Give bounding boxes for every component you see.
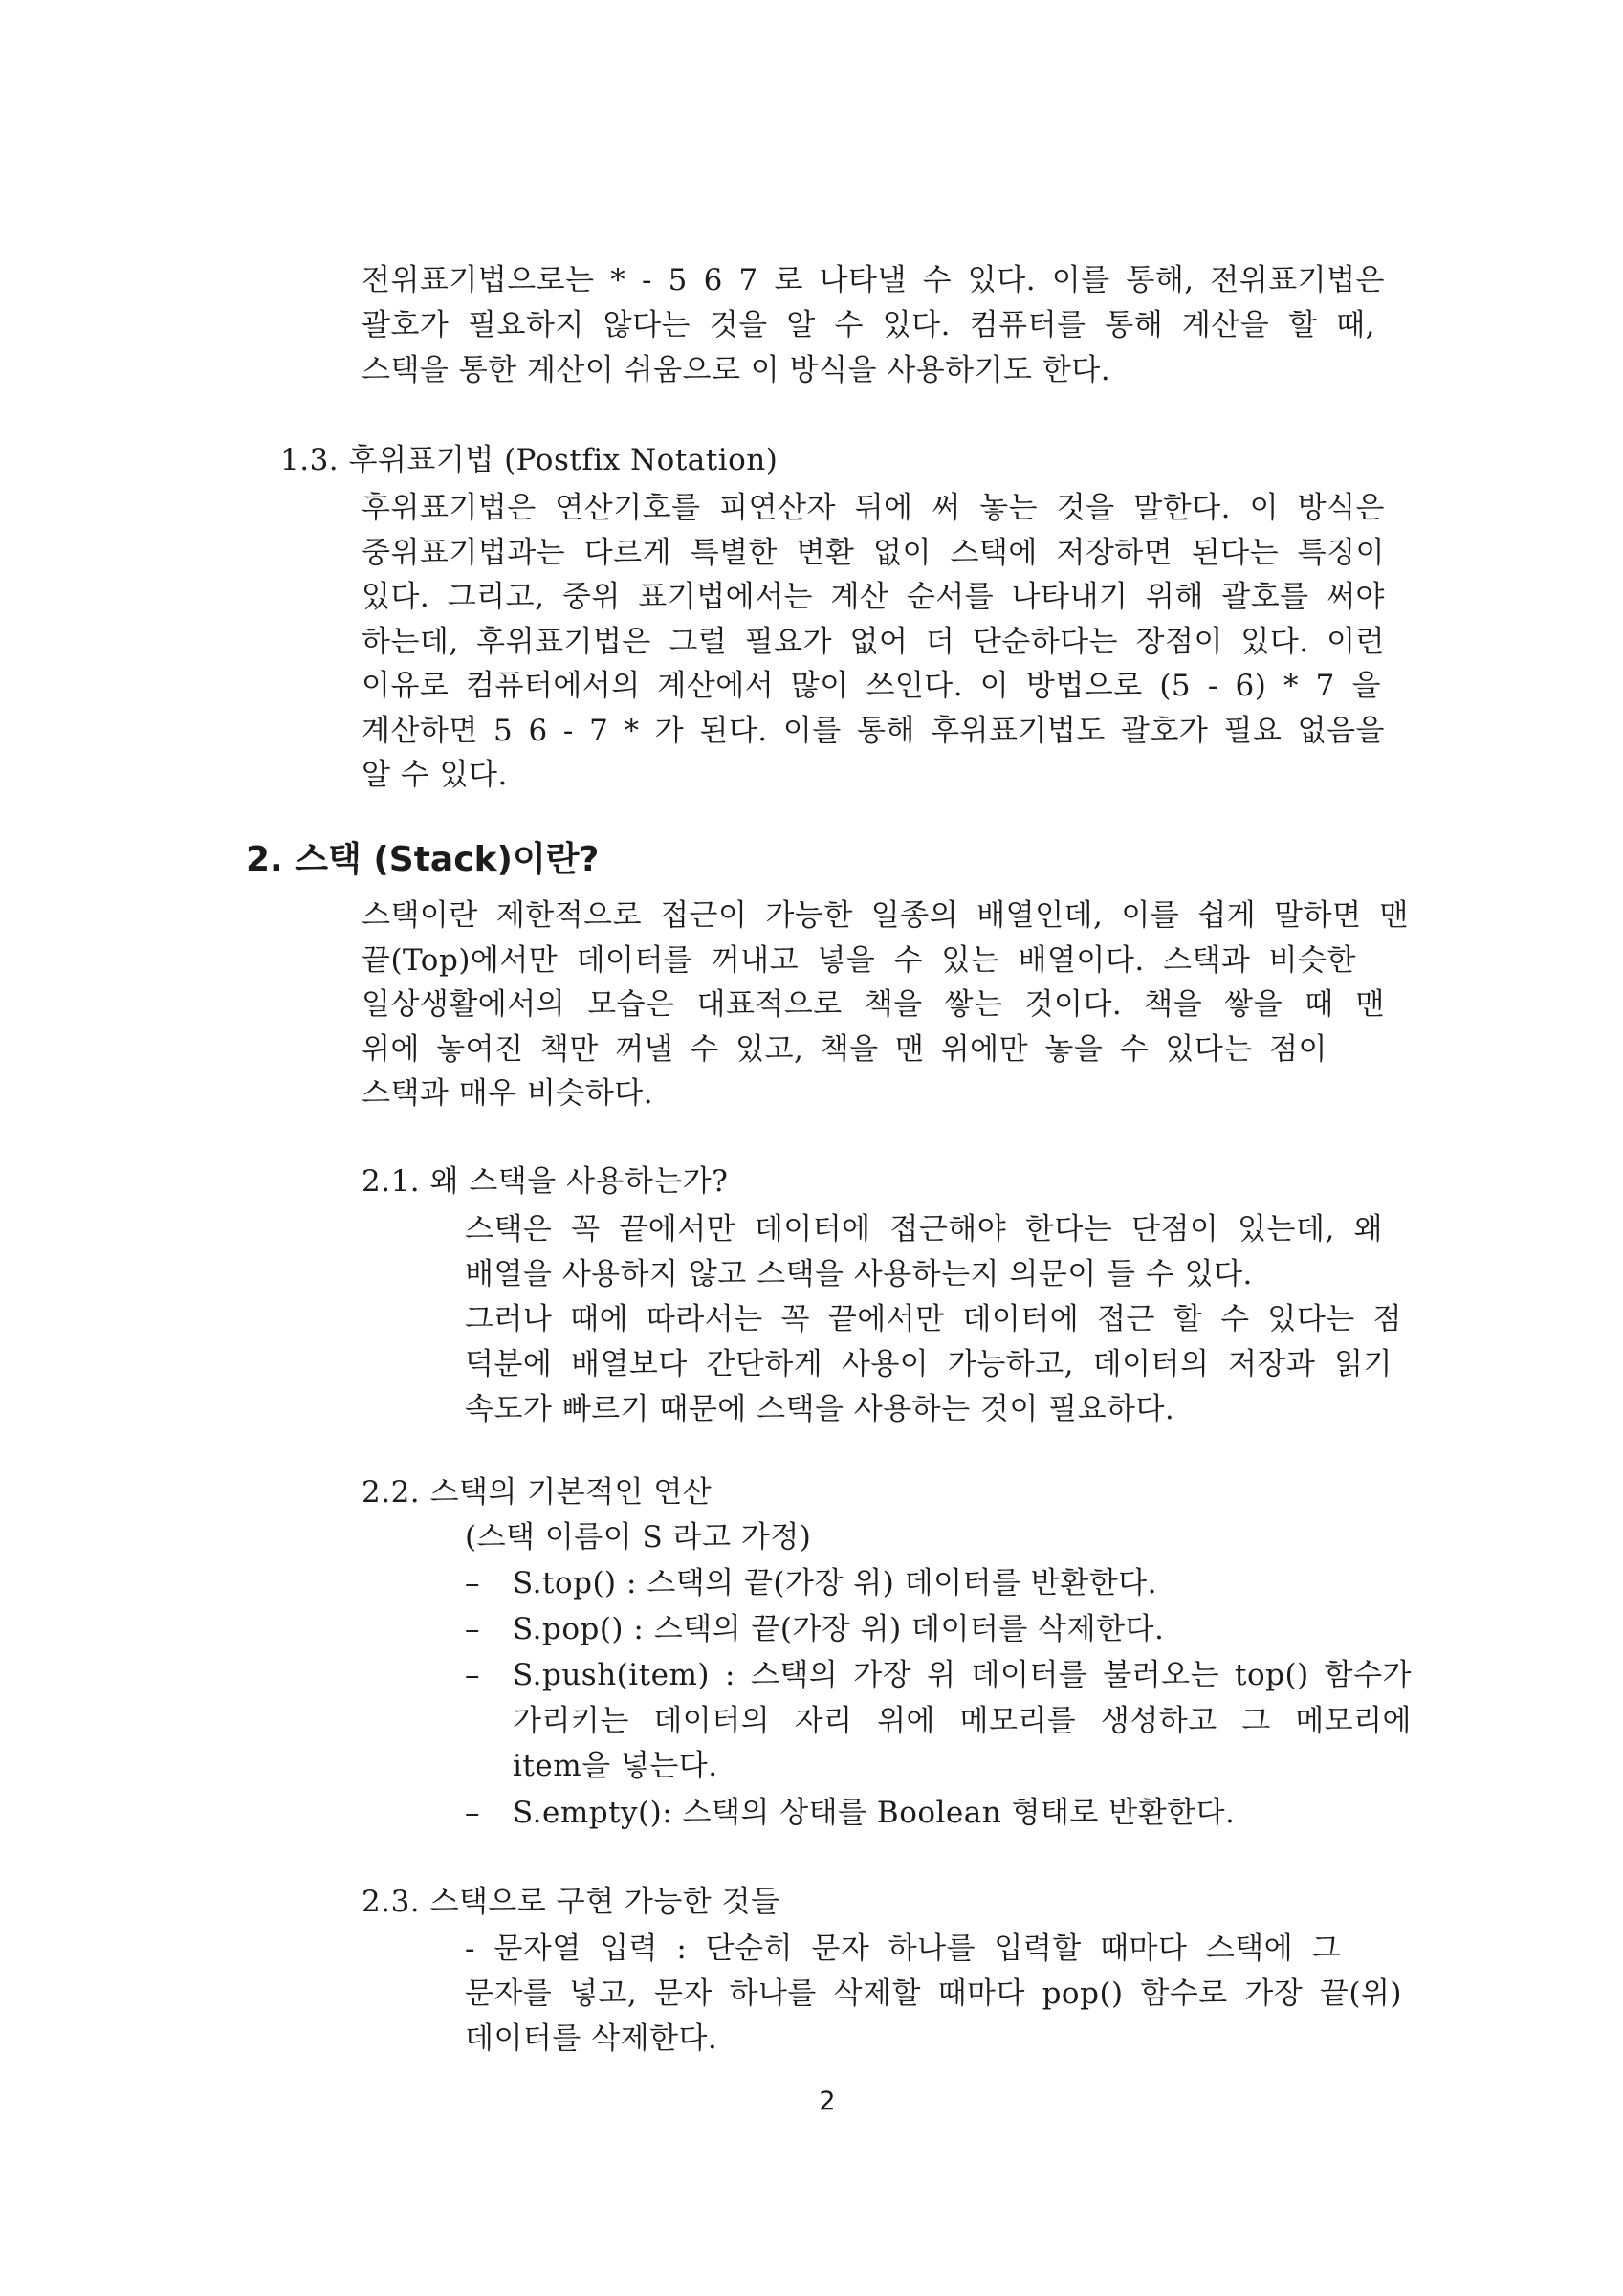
section-title: 2.2. 스택의 기본적인 연산 <box>362 1475 713 1510</box>
paragraph-line: 괄호가 필요하지 않다는 것을 알 수 있다. 컴퓨터를 통해 계산을 할 때, <box>362 308 1375 342</box>
paragraph-line: 위에 놓여진 책만 꺼낼 수 있고, 책을 맨 위에만 놓을 수 있다는 점이 <box>362 1032 1327 1067</box>
paragraph-line: 일상생활에서의 모습은 대표적으로 책을 쌓는 것이다. 책을 쌓을 때 맨 <box>362 987 1385 1022</box>
list-bullet: – <box>465 1566 480 1601</box>
paragraph-line: 있다. 그리고, 중위 표기법에서는 계산 순서를 나타내기 위해 괄호를 써야 <box>362 580 1385 614</box>
list-item: S.top() : 스택의 끝(가장 위) 데이터를 반환한다. <box>513 1566 1157 1601</box>
paragraph-line: 문자를 넣고, 문자 하나를 삭제할 때마다 pop() 함수로 가장 끝(위) <box>465 1976 1402 2011</box>
paragraph-line: 스택은 꼭 끝에서만 데이터에 접근해야 한다는 단점이 있는데, 왜 <box>465 1212 1383 1247</box>
paragraph-line: 계산하면 5 6 - 7 * 가 된다. 이를 통해 후위표기법도 괄호가 필요 없음을 <box>362 714 1385 748</box>
paragraph-line: 하는데, 후위표기법은 그럴 필요가 없어 더 단순하다는 장점이 있다. 이런 <box>362 625 1385 659</box>
paragraph-line: 스택이란 제한적으로 접근이 가능한 일종의 배열인데, 이를 쉽게 말하면 맨 <box>362 898 1409 933</box>
list-item: S.push(item) : 스택의 가장 위 데이터를 불러오는 top() 함수가 <box>513 1658 1412 1692</box>
paragraph-line: 후위표기법은 연산기호를 피연산자 뒤에 써 놓는 것을 말한다. 이 방식은 <box>362 491 1385 525</box>
paragraph-line: 스택과 매우 비슷하다. <box>362 1076 654 1111</box>
list-item: S.empty(): 스택의 상태를 Boolean 형태로 반환한다. <box>513 1796 1236 1830</box>
paragraph-line: 이유로 컴퓨터에서의 계산에서 많이 쓰인다. 이 방법으로 (5 - 6) * 7 을 <box>362 669 1381 703</box>
paragraph-line: 덕분에 배열보다 간단하게 사용이 가능하고, 데이터의 저장과 읽기 <box>465 1347 1393 1381</box>
section-heading: 2. 스택 (Stack)이란? <box>246 840 600 879</box>
list-item-continuation: item을 넣는다. <box>513 1749 718 1783</box>
assumption-note: (스택 이름이 S 라고 가정) <box>465 1520 812 1555</box>
list-bullet: – <box>465 1796 480 1830</box>
list-bullet: – <box>465 1658 480 1692</box>
section-title: 2.3. 스택으로 구현 가능한 것들 <box>362 1885 780 1919</box>
paragraph-line: 중위표기법과는 다르게 특별한 변환 없이 스택에 저장하면 된다는 특징이 <box>362 536 1385 570</box>
paragraph-line: 스택을 통한 계산이 쉬움으로 이 방식을 사용하기도 한다. <box>362 353 1111 387</box>
paragraph-line: 끝(Top)에서만 데이터를 꺼내고 넣을 수 있는 배열이다. 스택과 비슷한 <box>362 943 1356 978</box>
section-title: 1.3. 후위표기법 (Postfix Notation) <box>280 443 779 477</box>
section-title: 2.1. 왜 스택을 사용하는가? <box>362 1164 729 1199</box>
list-item: S.pop() : 스택의 끝(가장 위) 데이터를 삭제한다. <box>513 1612 1165 1646</box>
paragraph-line: 속도가 빠르기 때문에 스택을 사용하는 것이 필요하다. <box>465 1392 1175 1426</box>
paragraph-line: 알 수 있다. <box>362 758 508 792</box>
paragraph-line: 전위표기법으로는 * - 5 6 7 로 나타낼 수 있다. 이를 통해, 전위표기법은 <box>362 263 1385 298</box>
paragraph-line: 데이터를 삭제한다. <box>465 2021 718 2056</box>
list-bullet: – <box>465 1612 480 1646</box>
page-number: 2 <box>819 2086 836 2116</box>
paragraph-line: 배열을 사용하지 않고 스택을 사용하는지 의문이 들 수 있다. <box>465 1257 1253 1292</box>
list-item-continuation: 가리키는 데이터의 자리 위에 메모리를 생성하고 그 메모리에 <box>513 1704 1412 1738</box>
paragraph-line: 그러나 때에 따라서는 꼭 끝에서만 데이터에 접근 할 수 있다는 점 <box>465 1302 1402 1336</box>
paragraph-line: - 문자열 입력 : 단순히 문자 하나를 입력할 때마다 스택에 그 <box>465 1932 1341 1966</box>
